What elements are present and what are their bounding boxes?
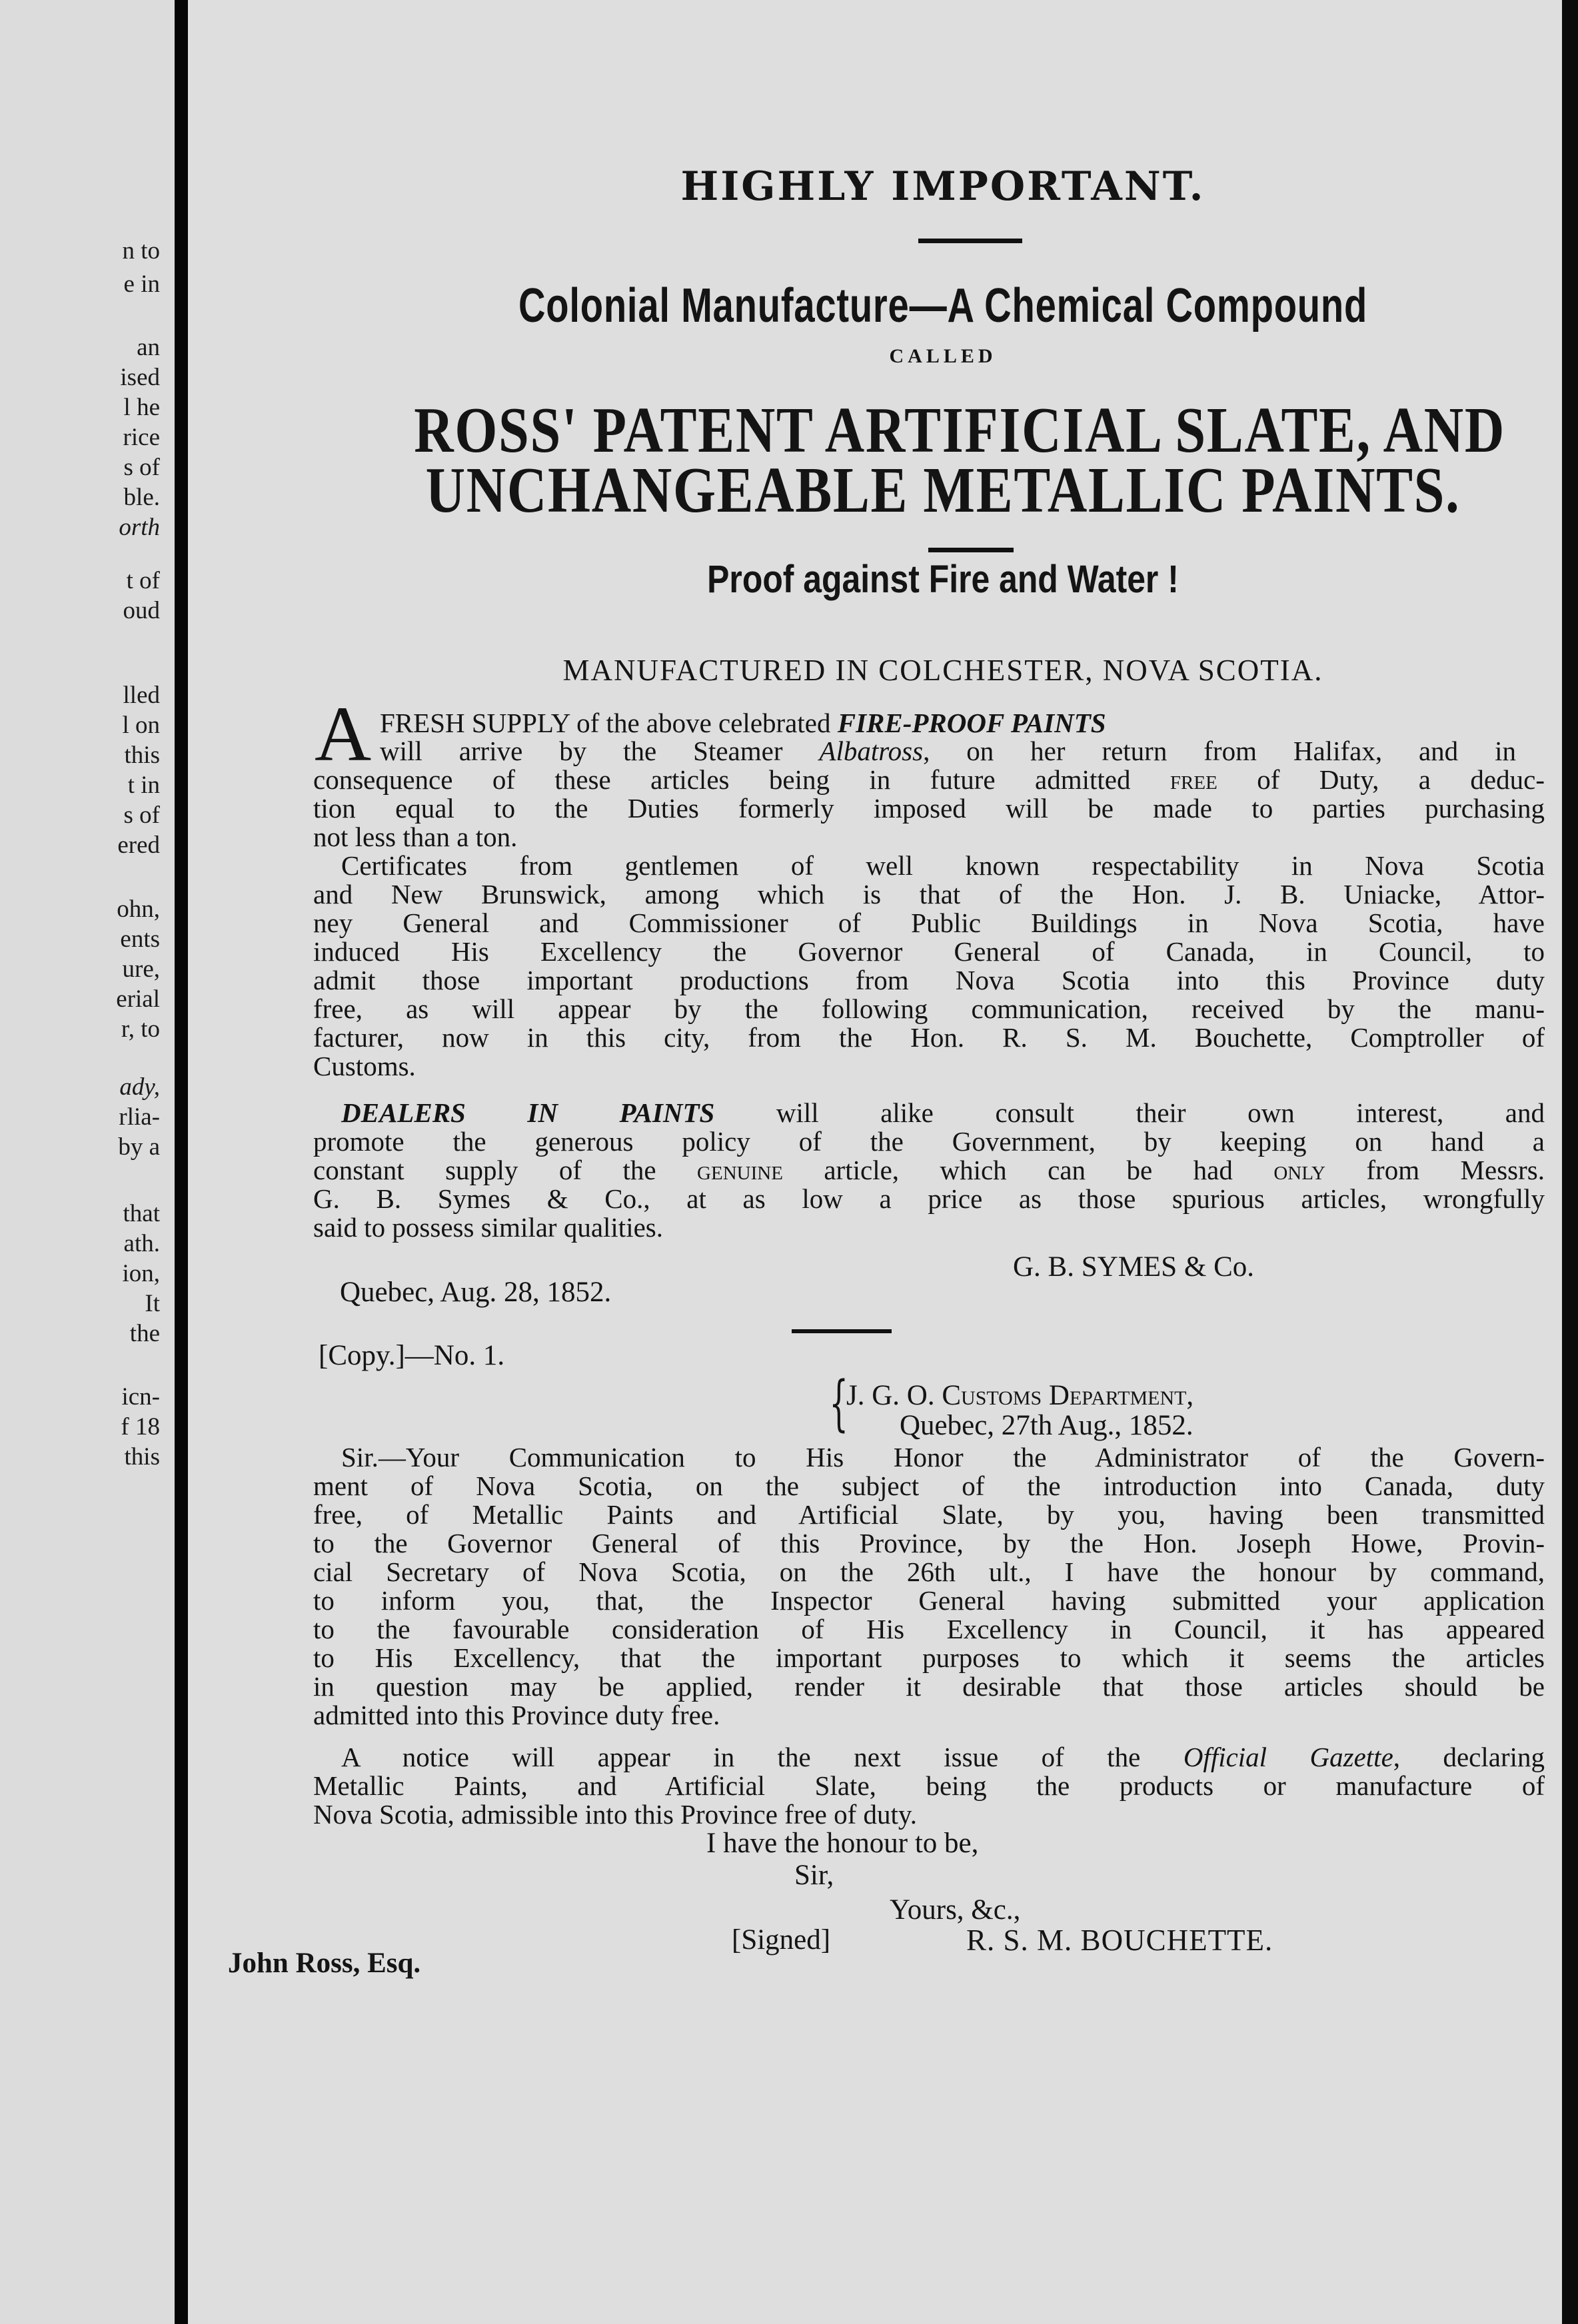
text-span: , declaring: [1393, 1742, 1545, 1772]
left-page-text-fragment: It: [145, 1290, 160, 1317]
left-page-text-fragment: an: [137, 334, 160, 361]
addressee: John Ross, Esq.: [228, 1948, 421, 1979]
left-page-text-fragment: ady,: [119, 1073, 160, 1101]
paragraph-2-line: Customs.: [313, 1051, 416, 1081]
left-page-text-fragment: that: [123, 1200, 160, 1227]
paragraph-3-line: said to possess similar qualities.: [313, 1212, 663, 1243]
closing-line: I have the honour to be,: [706, 1828, 979, 1859]
paragraph-3-line: [341, 1098, 1545, 1127]
letter-body-2-line: Nova Scotia, admissible into this Province free of duty.: [313, 1799, 918, 1830]
drop-cap: A: [315, 690, 372, 778]
product-title-line-2: UNCHANGEABLE METALLIC PAINTS.: [425, 454, 1461, 526]
paragraph-2-line: admit those important productions from Nova Scotia into this Province duty: [313, 965, 1545, 995]
left-page-text-fragment: ered: [117, 832, 160, 859]
proof-slogan: Proof against Fire and Water !: [707, 558, 1179, 601]
text-span: from Messrs.: [1325, 1155, 1545, 1185]
left-page-text-fragment: t in: [127, 772, 160, 799]
text-span: constant supply of the: [313, 1155, 698, 1185]
product-title-line-1: ROSS' PATENT ARTIFICIAL SLATE, AND: [414, 394, 1506, 466]
emphasis-span: free: [1170, 764, 1217, 795]
headline: HIGHLY IMPORTANT.: [680, 163, 1205, 210]
document-page: [188, 0, 1562, 2324]
left-page-text-fragment: this: [124, 742, 160, 769]
left-page-text-fragment: lled: [123, 682, 160, 709]
letter-body-1-line: to the Governor General of this Province, by the Hon. Joseph Howe, Provin-: [313, 1528, 1545, 1558]
left-page-text-fragment: e in: [123, 271, 160, 298]
paragraph-3-line: G. B. Symes & Co., at as low a price as those spurious articles, wrongfully: [313, 1183, 1545, 1214]
paragraph-2-line: facturer, now in this city, from the Hon. R. S. M. Bouchette, Comptroller of: [313, 1022, 1545, 1053]
left-page-text-fragment: erial: [116, 985, 160, 1013]
text-span: of Duty, a deduc-: [1217, 764, 1545, 795]
letter-body-2-line: [341, 1742, 1545, 1772]
firm-signature: G. B. SYMES & Co.: [1013, 1251, 1254, 1283]
left-page-text-fragment: l he: [123, 394, 160, 421]
text-span: FRESH SUPPLY of the above celebrated: [380, 708, 838, 738]
paragraph-2-line: free, as will appear by the following communication, received by the manu-: [313, 993, 1545, 1024]
emphasis-span: FIRE-PROOF PAINTS: [837, 708, 1106, 738]
paragraph-1-line: [380, 736, 1516, 766]
paragraph-3-line: [313, 1155, 1545, 1185]
emphasis-span: Albatross: [819, 736, 924, 766]
left-page-fragment: [0, 0, 175, 2324]
department-line: [846, 1381, 1193, 1411]
page-gutter: [175, 0, 188, 2324]
paragraph-1-line: [380, 708, 1516, 738]
paragraph-3-line: promote the generous policy of the Government, by keeping on hand a: [313, 1126, 1545, 1157]
paragraph-1-line: not less than a ton.: [313, 822, 518, 852]
left-page-text-fragment: r, to: [121, 1015, 160, 1043]
closing-yours: Yours, &c.,: [890, 1894, 1021, 1926]
divider-rule: [918, 239, 1022, 243]
left-page-text-fragment: ents: [120, 925, 160, 953]
left-page-text-fragment: ion,: [122, 1260, 160, 1287]
letter-body-1-line: ment of Nova Scotia, on the subject of the introduction into Canada, duty: [313, 1470, 1545, 1501]
left-page-text-fragment: s of: [123, 454, 160, 481]
brace-icon: {: [829, 1369, 848, 1439]
left-page-text-fragment: n to: [122, 237, 160, 265]
left-page-text-fragment: f 18: [121, 1413, 160, 1441]
left-page-text-fragment: t of: [126, 567, 160, 594]
left-page-text-fragment: the: [129, 1320, 160, 1347]
emphasis-span: genuine: [697, 1155, 783, 1185]
letter-body-1-line: to inform you, that, the Inspector General having submitted your application: [313, 1585, 1545, 1616]
left-page-text-fragment: ised: [120, 364, 160, 391]
paragraph-2-line: Certificates from gentlemen of well known respectability in Nova Scotia: [341, 850, 1545, 881]
letter-body-1-line: to His Excellency, that the important purposes to which it seems the articles: [313, 1642, 1545, 1673]
text-span: will alike consult their own interest, and: [714, 1097, 1545, 1128]
left-page-text-fragment: l on: [122, 712, 160, 739]
letter-body-1-line: Sir.—Your Communication to His Honor the Administrator of the Govern-: [341, 1442, 1545, 1472]
left-page-text-fragment: orth: [119, 514, 160, 541]
department-date: Quebec, 27th Aug., 1852.: [900, 1410, 1193, 1441]
subtitle: Colonial Manufacture—A Chemical Compound: [518, 279, 1368, 332]
left-page-text-fragment: s of: [123, 802, 160, 829]
divider-rule: [792, 1329, 892, 1333]
signed-label: [Signed]: [732, 1924, 831, 1956]
left-page-text-fragment: ble.: [123, 484, 160, 511]
paragraph-1-line: [313, 765, 1545, 794]
letter-body-1-line: admitted into this Province duty free.: [313, 1700, 720, 1730]
emphasis-span: Customs Department,: [942, 1380, 1194, 1411]
text-span: , on her return from Halifax, and in: [923, 736, 1516, 766]
left-page-text-fragment: ure,: [122, 955, 160, 983]
divider-rule: [928, 548, 1014, 552]
copy-label: [Copy.]—No. 1.: [319, 1340, 505, 1371]
left-page-text-fragment: rice: [123, 424, 160, 451]
text-span: J. G. O.: [846, 1380, 942, 1411]
emphasis-span: Official Gazette: [1183, 1742, 1393, 1772]
closing-salutation: Sir,: [794, 1860, 834, 1891]
left-page-text-fragment: oud: [123, 597, 160, 624]
text-span: will arrive by the Steamer: [380, 736, 820, 766]
paragraph-1-line: tion equal to the Duties formerly imposed will be made to parties purchasing: [313, 793, 1545, 824]
letter-body-2-line: Metallic Paints, and Artificial Slate, being the products or manufacture of: [313, 1770, 1545, 1801]
paragraph-2-line: and New Brunswick, among which is that of the Hon. J. B. Uniacke, Attor-: [313, 879, 1545, 909]
place-date: Quebec, Aug. 28, 1852.: [340, 1277, 612, 1308]
called-label: CALLED: [889, 345, 997, 367]
letter-body-1-line: to the favourable consideration of His Excellency in Council, it has appeared: [313, 1614, 1545, 1644]
left-page-text-fragment: by a: [118, 1133, 160, 1161]
left-page-text-fragment: this: [124, 1443, 160, 1470]
left-page-text-fragment: ohn,: [117, 895, 160, 923]
text-span: article, which can be had: [782, 1155, 1274, 1185]
text-span: consequence of these articles being in future admitted: [313, 764, 1170, 795]
left-page-text-fragment: ath.: [123, 1230, 160, 1257]
emphasis-span: only: [1273, 1155, 1325, 1185]
text-span: A notice will appear in the next issue of the: [341, 1742, 1184, 1772]
manufactured-location: MANUFACTURED IN COLCHESTER, NOVA SCOTIA.: [562, 654, 1323, 687]
paragraph-2-line: induced His Excellency the Governor General of Canada, in Council, to: [313, 936, 1545, 967]
emphasis-span: DEALERS IN PAINTS: [341, 1097, 715, 1128]
paragraph-2-line: ney General and Commissioner of Public Buildings in Nova Scotia, have: [313, 907, 1545, 938]
letter-body-1-line: free, of Metallic Paints and Artificial Slate, by you, having been transmitted: [313, 1499, 1545, 1530]
letter-body-1-line: cial Secretary of Nova Scotia, on the 26th ult., I have the honour by command,: [313, 1556, 1545, 1587]
signature-name: R. S. M. BOUCHETTE.: [966, 1924, 1273, 1957]
left-page-text-fragment: rlia-: [119, 1103, 160, 1131]
left-page-text-fragment: icn-: [121, 1383, 160, 1411]
letter-body-1-line: in question may be applied, render it desirable that those articles should be: [313, 1671, 1545, 1702]
